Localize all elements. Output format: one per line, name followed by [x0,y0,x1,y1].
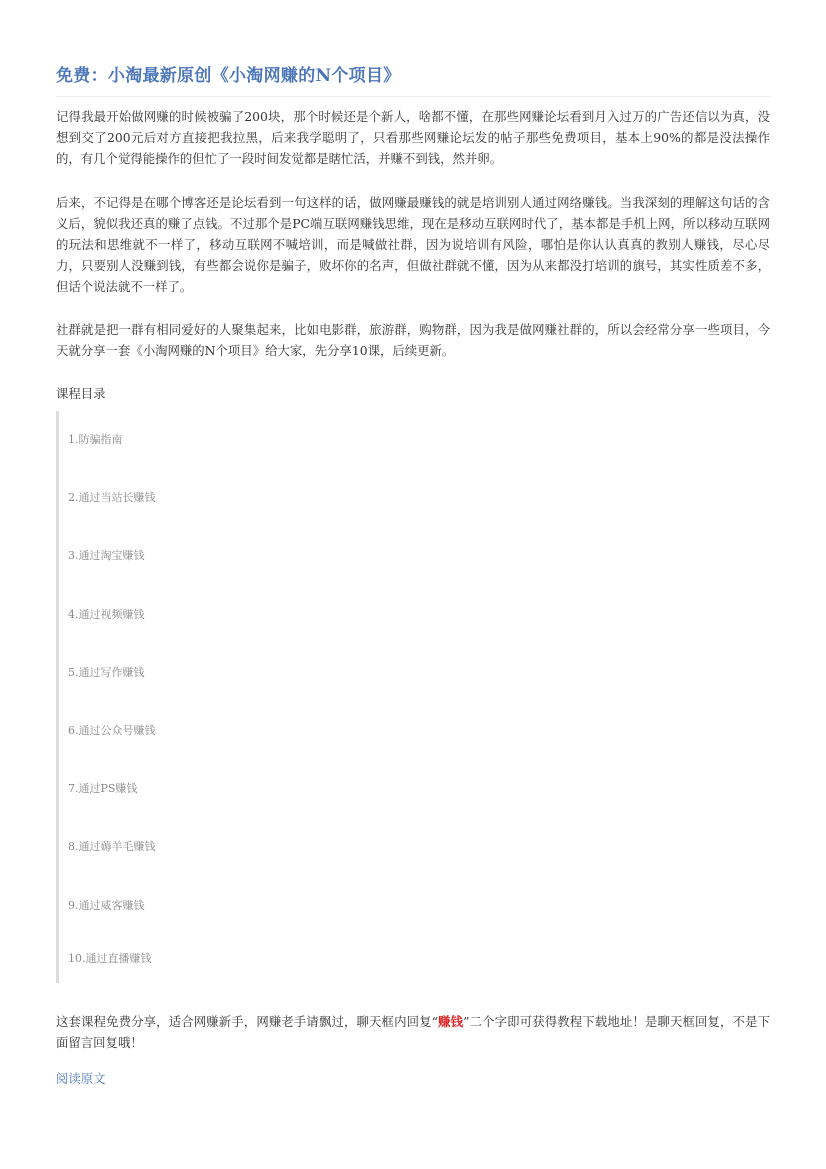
toc-item: 1.防骗指南 [68,433,123,446]
background-paragraph: 后来，不记得是在哪个博客还是论坛看到一句这样的话，做网赚最赚钱的就是培训别人通过网络赚钱。当我深刻的理解这句话的含义后，貌似我还真的赚了点钱。不过那个是PC端互联网赚钱思维，现在是移动互联网时代了，基本都是手机上网，所以移动互联网的玩法和思维就不一样了，移动互联网不喊培训，而是喊做社群，因为说培训有风险，哪怕是你认认真真的教别人赚钱，尽心尽力，只要别人没赚到钱，有些都会说你是骗子，败坏你的名声，但做社群就不懂，因为从来都没打培训的旗号，其实性质差不多，但话个说法就不一样了。 [56,195,770,294]
toc-item: 6.通过公众号赚钱 [68,723,156,737]
toc-item: 9.通过威客赚钱 [68,898,145,912]
toc-item: 4.通过视频赚钱 [68,607,145,621]
article [56,62,770,1089]
toc-item: 7.通过PS赚钱 [68,782,138,796]
toc-heading: 课程目录 [56,386,106,401]
toc-item: 3.通过淘宝赚钱 [68,549,145,563]
toc-item: 5.通过写作赚钱 [68,665,145,679]
toc-item: 8.通过薅羊毛赚钱 [68,840,156,854]
closing-text-after: ”二个字即可获得教程下载地址！是聊天框回复，不是下面留言回复哦！ [56,1013,770,1050]
read-original-link[interactable]: 阅读原文 [56,1070,106,1086]
community-paragraph: 社群就是把一群有相同爱好的人聚集起来，比如电影群，旅游群，购物群，因为我是做网赚社群的，所以会经常分享一些项目，今天就分享一套《小淘网赚的N个项目》给大家，先分享10课，后续更新。 [56,322,770,358]
reply-keyword: 赚钱 [437,1013,464,1029]
article-title: 免费：小淘最新原创《小淘网赚的N个项目》 [56,62,770,97]
closing-paragraph [56,1011,770,1053]
course-toc [56,411,770,983]
closing-text-before: 这套课程免费分享，适合网赚新手，网赚老手请飘过，聊天框内回复“ [56,1013,438,1029]
intro-paragraph: 记得我最开始做网赚的时候被骗了200块，那个时候还是个新人，啥都不懂，在那些网赚论坛看到月入过万的广告还信以为真，没想到交了200元后对方直接把我拉黑，后来我学聪明了，只看那些网赚论坛发的帖子那些免费项目，基本上90%的都是没法操作的，有几个觉得能操作的但忙了一段时间发觉都是瞎忙活，并赚不到钱，然并卵。 [56,109,770,166]
toc-item: 2.通过当站长赚钱 [68,491,156,505]
toc-item: 10.通过直播赚钱 [68,951,152,965]
